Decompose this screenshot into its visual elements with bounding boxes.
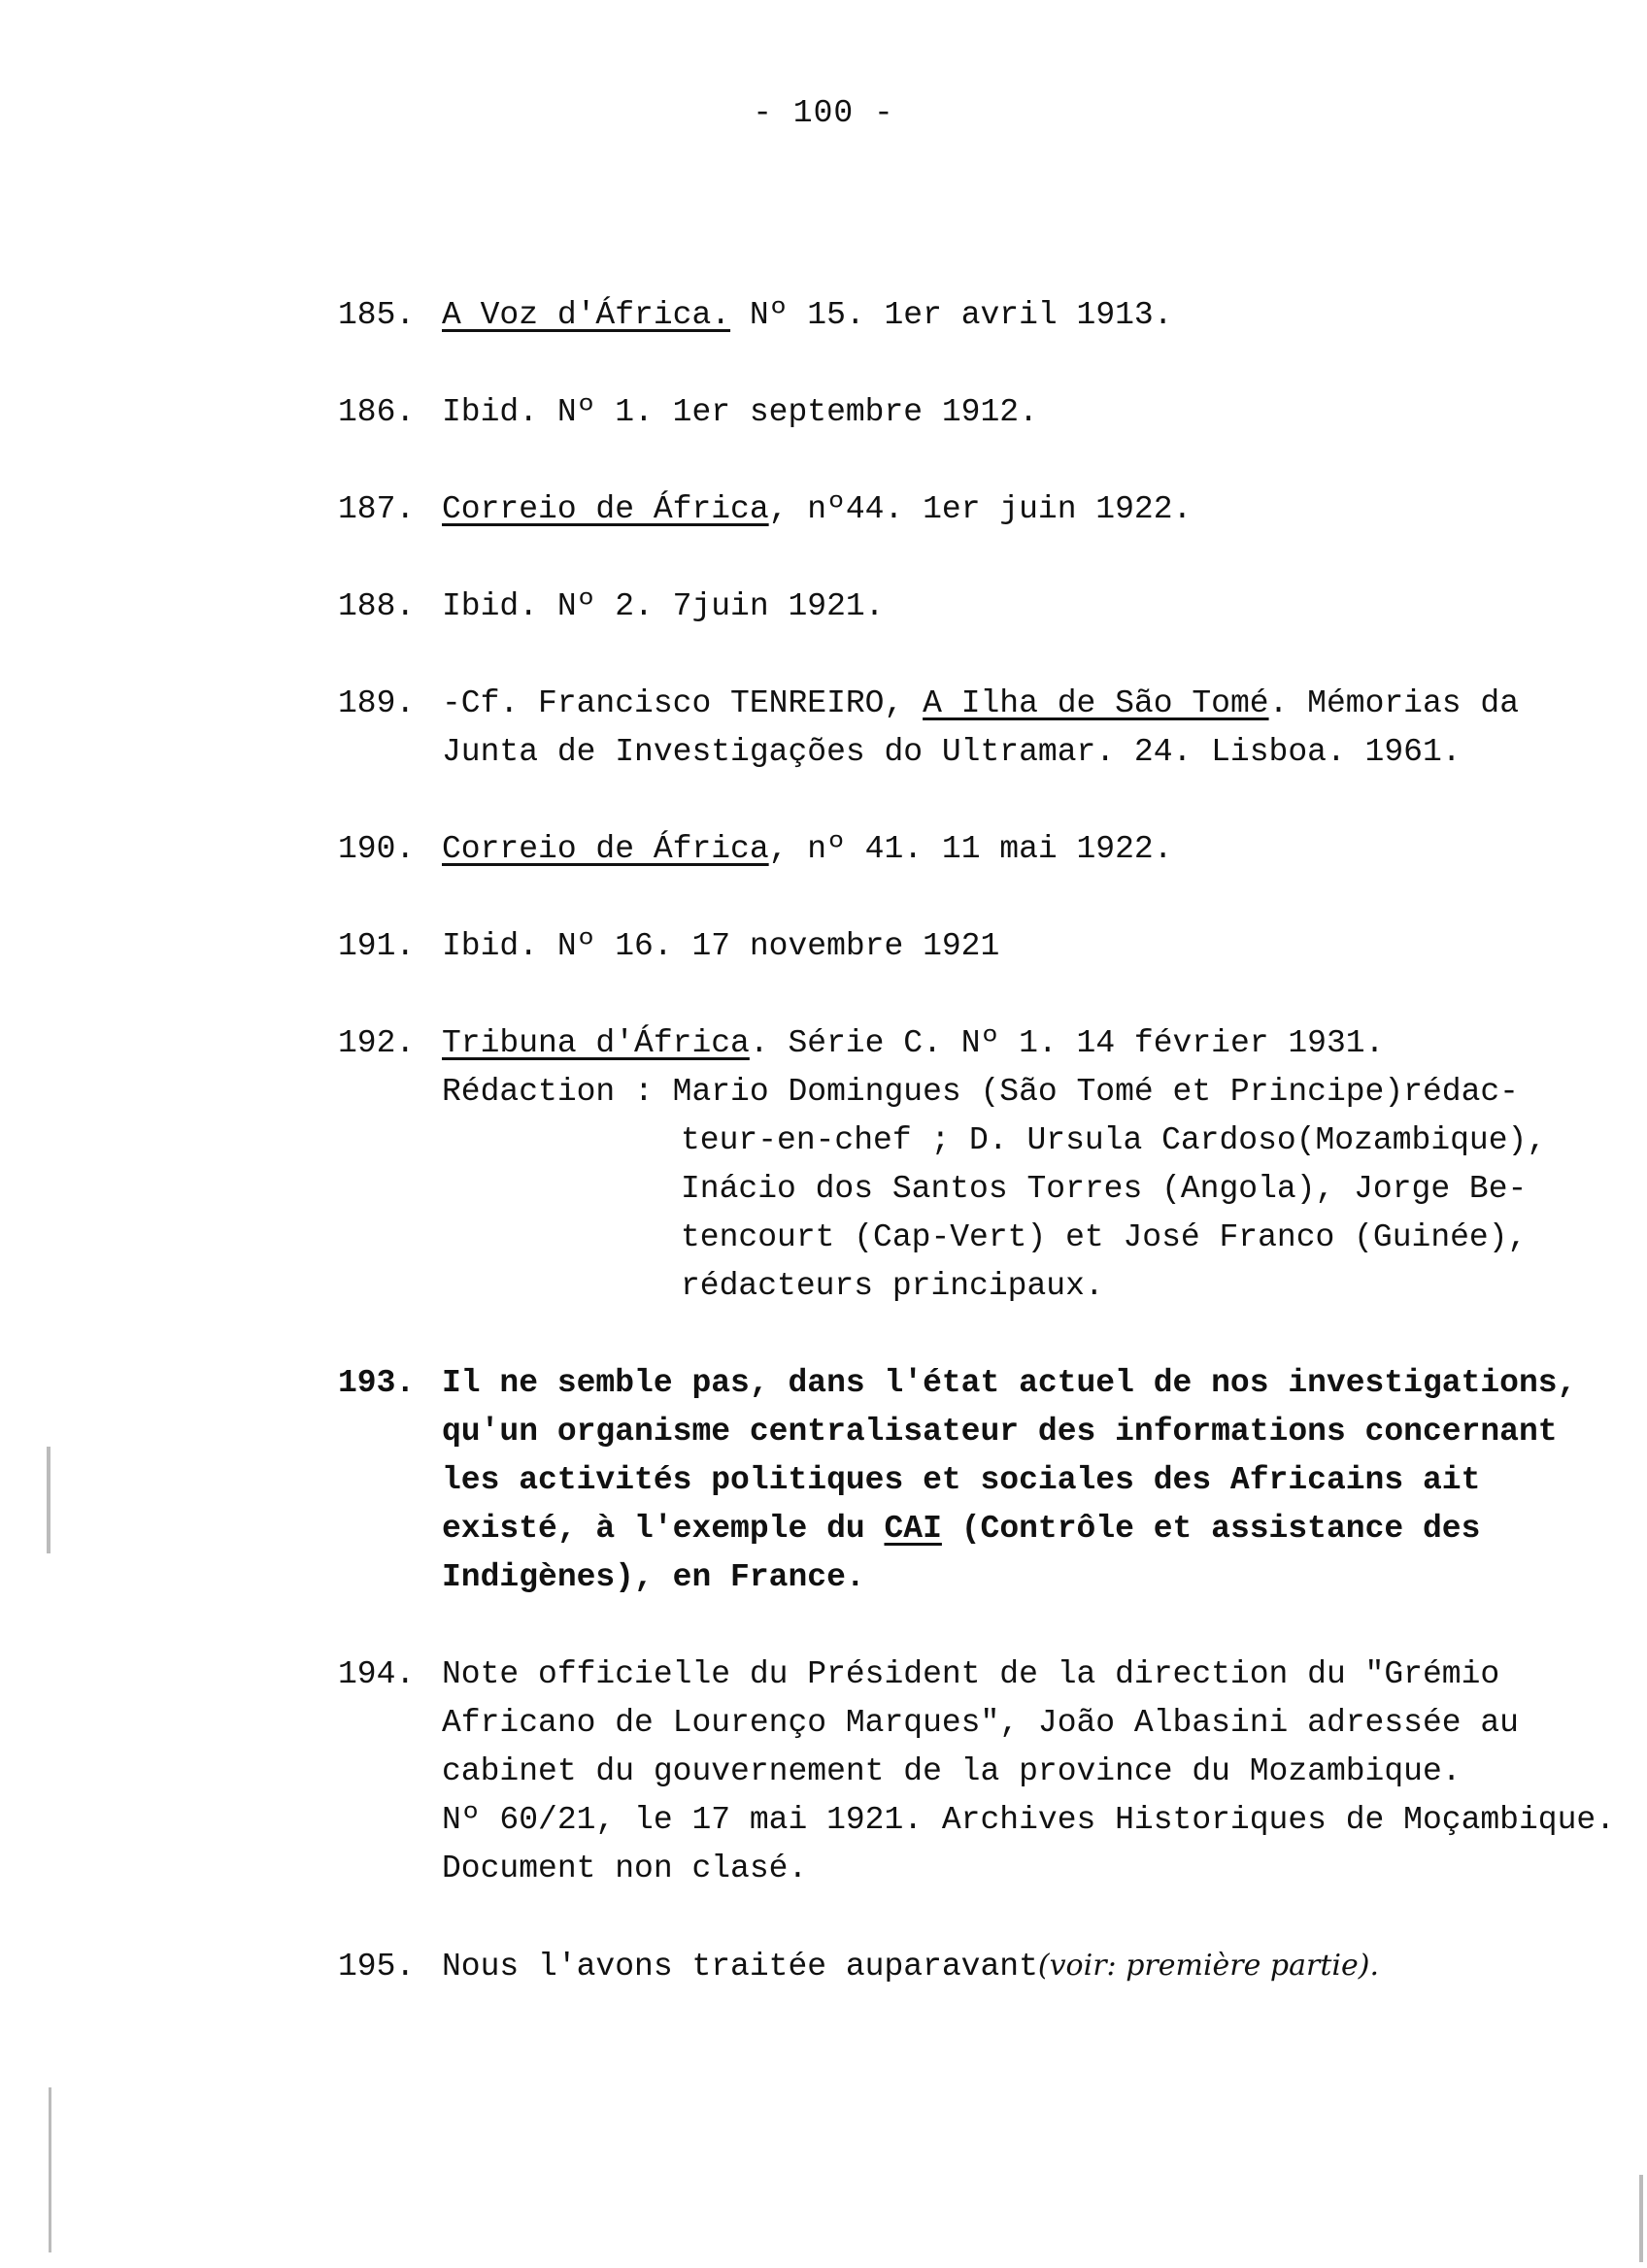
note-title: Tribuna d'África — [442, 1025, 750, 1061]
footnote-185 — [338, 291, 1600, 340]
note-line: qu'un organisme centralisateur des informations concernant — [442, 1414, 1558, 1450]
note-text: , nº44. 1er juin 1922. — [768, 491, 1193, 527]
scan-artifact — [49, 2087, 51, 2252]
note-text: Ibid. Nº 16. 17 novembre 1921 — [442, 928, 1000, 964]
note-number: 191. — [338, 928, 416, 964]
footnote-186 — [338, 388, 1600, 437]
note-number: 186. — [338, 394, 416, 430]
footnote-189 — [338, 680, 1600, 777]
note-number: 185. — [338, 297, 416, 333]
note-text: . Série C. Nº 1. 14 février 1931. — [749, 1025, 1385, 1061]
note-title: A Voz d'África. — [442, 297, 731, 333]
note-text: existé, à l'exemple du — [442, 1511, 885, 1547]
note-line: Note officielle du Président de la direction du "Grémio — [442, 1656, 1500, 1692]
note-text: (Contrôle et assistance des — [941, 1511, 1481, 1547]
scan-artifact — [47, 1447, 50, 1553]
note-title: A Ilha de São Tomé — [923, 685, 1269, 721]
note-abbreviation: CAI — [884, 1511, 942, 1547]
note-number: 190. — [338, 831, 416, 867]
page-number: - 100 - — [753, 95, 894, 131]
note-text: Nº 15. 1er avril 1913. — [730, 297, 1173, 333]
note-text: -Cf. Francisco TENREIRO, — [442, 685, 924, 721]
note-number: 189. — [338, 685, 416, 721]
note-text: . Mémorias da — [1268, 685, 1520, 721]
note-line: cabinet du gouvernement de la province du Mozambique. — [442, 1753, 1462, 1789]
note-line: Junta de Investigações do Ultramar. 24. Lisboa. 1961. — [442, 734, 1462, 770]
note-number: 194. — [338, 1656, 416, 1692]
note-number: 193. — [338, 1365, 416, 1401]
note-line: Rédaction : Mario Domingues (São Tomé et Principe)rédac- — [442, 1074, 1519, 1110]
footnote-188 — [338, 583, 1600, 631]
note-line: les activités politiques et sociales des Africains ait — [442, 1462, 1481, 1498]
footnote-190 — [338, 825, 1600, 874]
note-text: Ibid. Nº 2. 7juin 1921. — [442, 588, 885, 624]
note-text: , nº 41. 11 mai 1922. — [768, 831, 1173, 867]
note-line: Indigènes), en France. — [442, 1559, 865, 1595]
footnote-187 — [338, 485, 1600, 534]
note-line: Document non clasé. — [442, 1851, 808, 1886]
note-line: Il ne semble pas, dans l'état actuel de nos investigations, — [442, 1365, 1577, 1401]
note-line: teur-en-chef ; D. Ursula Cardoso(Mozambique), — [681, 1122, 1547, 1158]
note-number: 192. — [338, 1025, 416, 1061]
footnote-191 — [338, 922, 1600, 971]
note-text: Nous l'avons traitée auparavant — [442, 1949, 1038, 1984]
footnote-194 — [338, 1651, 1615, 1893]
note-line: tencourt (Cap-Vert) et José Franco (Guinée), — [681, 1219, 1528, 1255]
note-number: 187. — [338, 491, 416, 527]
scan-artifact — [1639, 2175, 1643, 2262]
footnote-193 — [338, 1359, 1600, 1602]
footnote-195 — [338, 1942, 1600, 1991]
note-line: Africano de Lourenço Marques", João Albasini adressée au — [442, 1705, 1519, 1741]
footnote-192 — [338, 1019, 1600, 1311]
note-title: Correio de África — [442, 831, 769, 867]
note-title: Correio de África — [442, 491, 769, 527]
note-line: rédacteurs principaux. — [681, 1268, 1104, 1304]
note-line: Nº 60/21, le 17 mai 1921. Archives Historiques de Moçambique. — [442, 1802, 1615, 1838]
note-text: Ibid. Nº 1. 1er septembre 1912. — [442, 394, 1038, 430]
note-line: Inácio dos Santos Torres (Angola), Jorge Be- — [681, 1171, 1528, 1207]
note-number: 195. — [338, 1949, 416, 1984]
note-number: 188. — [338, 588, 416, 624]
handwritten-annotation: (voir: première partie). — [1037, 1949, 1379, 1983]
